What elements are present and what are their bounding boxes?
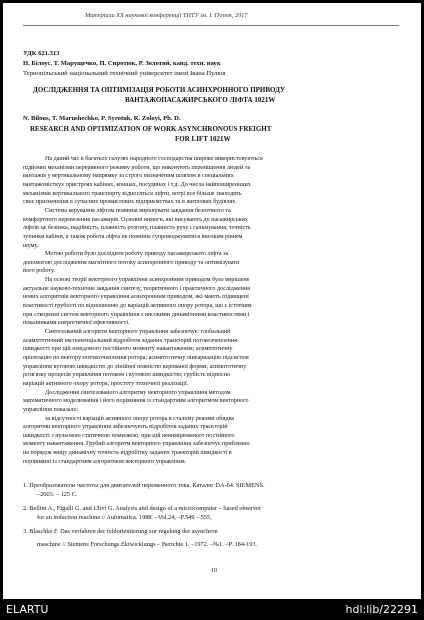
reference-line: for an induction machine // Automatica. 1988. –Vol.24, –P.549 – 555,: [37, 514, 212, 521]
body-line: механізмів вертикального транспорту відносяться ліфти, котрі все більше знаходять: [23, 190, 242, 197]
body-line: вантажомісткух пристроях кабінах, коншах, посудинах і т.д. До числа найпоширеніших: [23, 181, 251, 188]
reference-line: maschine // Siemens Forschungs.Ektwicklungs – Berichte 1. –1972. –№1. –P. 184-193.: [37, 541, 258, 548]
body-line: властивості грубості по відношенню до варіацій активного опору ротора, що є істотним: [23, 303, 252, 310]
body-line: варіацій активного опору ротора; простоту технічної реалізації.: [23, 380, 189, 387]
body-line: при створенні систем векторного управління з високими динамічними властивостями і: [23, 311, 250, 318]
header-rule: [23, 25, 399, 26]
body-line: показниками енергетичної ефективності.: [23, 320, 130, 327]
title-en-line-1: RESEARCH AND OPTIMIZATION OF WORK ASYNCHRONOUS FREIGHT: [30, 125, 272, 133]
reference-line: 2. Bellini A., Figalli G. and Ulivi G. Analysis and design of a microcomputer – based observer: [23, 505, 262, 512]
affiliation: Тернопільський національний технічний університет імені Івана Пулюя: [23, 70, 226, 77]
body-line: управління кутовою швидкістю до лінійної повністю керованої форми; асимптотичну: [23, 363, 247, 370]
body-line: орієнтацію по вектору потокозчеплення ротора; асимптотичну лінеаризацію підсистем: [23, 355, 249, 361]
authors-uk: Н. Білоус, Т. Марущечко, П. Сиротюк, Р. Золотий, канд. техн. наук: [23, 60, 221, 67]
footer-bar: [0, 599, 424, 620]
body-line: нових алгоритмів векторного управління асинхронним приводом, які мають підвищені: [23, 294, 249, 301]
body-line: на порядок вищу динамічну точність відробітку заданих траєкторій швидкості в: [23, 450, 232, 457]
udc-code: УДК 621.313: [23, 50, 60, 57]
body-line: за відсутності варіацій активного опору ротора в сталому режимі обидва: [45, 415, 235, 422]
body-line: актуальне науково-технічне завдання синтезу, теоретичного і практичного дослідження: [23, 285, 250, 292]
body-line: шуму.: [23, 242, 39, 249]
repository-label: ELARTU: [6, 603, 49, 616]
document-page: [3, 3, 421, 599]
body-line: підйомні механізми переривного режиму роботи, що виконують переміщення людей та: [23, 164, 251, 171]
reference-line: 1. Преобразователи частоты для двигателей переменного тока. Каталог DA-64. SIEMENS.: [23, 482, 265, 489]
body-line: Дослідження синтезованого алгоритму векторного управління методом: [45, 389, 231, 396]
body-line: На основі теорії векторного управління асинхронним приводом було вирішене: [45, 277, 250, 284]
handle-id: hdl:lib/22291: [345, 603, 418, 616]
body-line: допомогою дослідження магнітного потоку асинхронного приводу та оптимізувати: [23, 259, 240, 266]
reference-line: –2003. – 125 С.: [37, 491, 78, 498]
body-line: На даний час в багатьох галузях народного господарства широко використовуються: [45, 156, 263, 162]
body-line: Система керування ліфтом повинна вирішувати завдання безпечного та: [45, 207, 231, 214]
body-line: Синтезований алгоритм векторного управління забезпечує: глобальний: [45, 329, 231, 335]
body-line: алгоритми векторного управління забезпечують відробіток заданих траєкторій: [23, 424, 228, 431]
page-number: 10: [211, 568, 218, 574]
body-line: ліфтів це безпека, надійність, плавність розгону, плавність руху і гальмування, точність: [23, 225, 251, 232]
body-line: моменту навантаження. Грубий алгоритм векторного управління забезпечує приблизно: [23, 441, 250, 448]
body-line: порівнянні із стандартним алгоритмом векторного управління.: [23, 458, 187, 465]
title-uk-line-2: ВАНТАЖОПАСАЖИРСЬКОГО ЛІФТА 1021W: [125, 96, 276, 104]
body-line: зупинки кабіни, а також робота ліфта не повинна супроводжуватися високим рівнем: [23, 233, 243, 240]
authors-en: N. Bilous, T. Marushechko, P. Syrotuk, R. Zoloyi, Ph. D.: [23, 115, 181, 122]
title-en-line-2: FOR LIFT 1021W: [175, 135, 231, 143]
body-line: Метою роботи було дослідити роботу приводу пасажирського ліфта за: [45, 251, 229, 258]
body-line: математичного моделювання і його порівняння із стандартним алгоритмом векторного: [23, 398, 249, 405]
body-line: асимптотичний експоненціальний відробіток заданих траєкторій потокозчеплення-: [23, 337, 240, 344]
journal-header: Матеріали ХХ наукової конференції ТНТУ ім. І. Пулюя, 2017: [85, 12, 248, 19]
body-line: його роботу.: [23, 268, 55, 275]
body-line: швидкості з нульовою статичною помилкою, при цій невимірюваного постійного: [23, 432, 235, 439]
body-line: швидкості при цій невідомого постійного моменту навантаження; асимптотичну: [23, 346, 233, 353]
body-line: вантажів у вертикальному напрямку за строго визначеним шляхом в спеціальних: [23, 173, 234, 180]
body-line: своє призначення в сучасних промислових підприємствах та в житлових будівлях.: [23, 199, 237, 206]
body-line: комфортного перевезення пасажирів. Основні вимоги, які висувають до пасажирських: [23, 216, 248, 223]
reference-line: 3. Blaschke F. Das verfahren der feldorientierung zur regelung der asynchron: [23, 528, 218, 535]
body-line: розв'язку процесів управління потоком і кутовою швидкістю; грубість відносно: [23, 372, 231, 379]
body-line: управління показало:: [23, 406, 79, 413]
title-uk-line-1: ДОСЛІДЖЕННЯ ТА ОПТИМІЗАЦІЯ РОБОТИ АСИНХРОННОГО ПРИВОДУ: [33, 86, 286, 94]
